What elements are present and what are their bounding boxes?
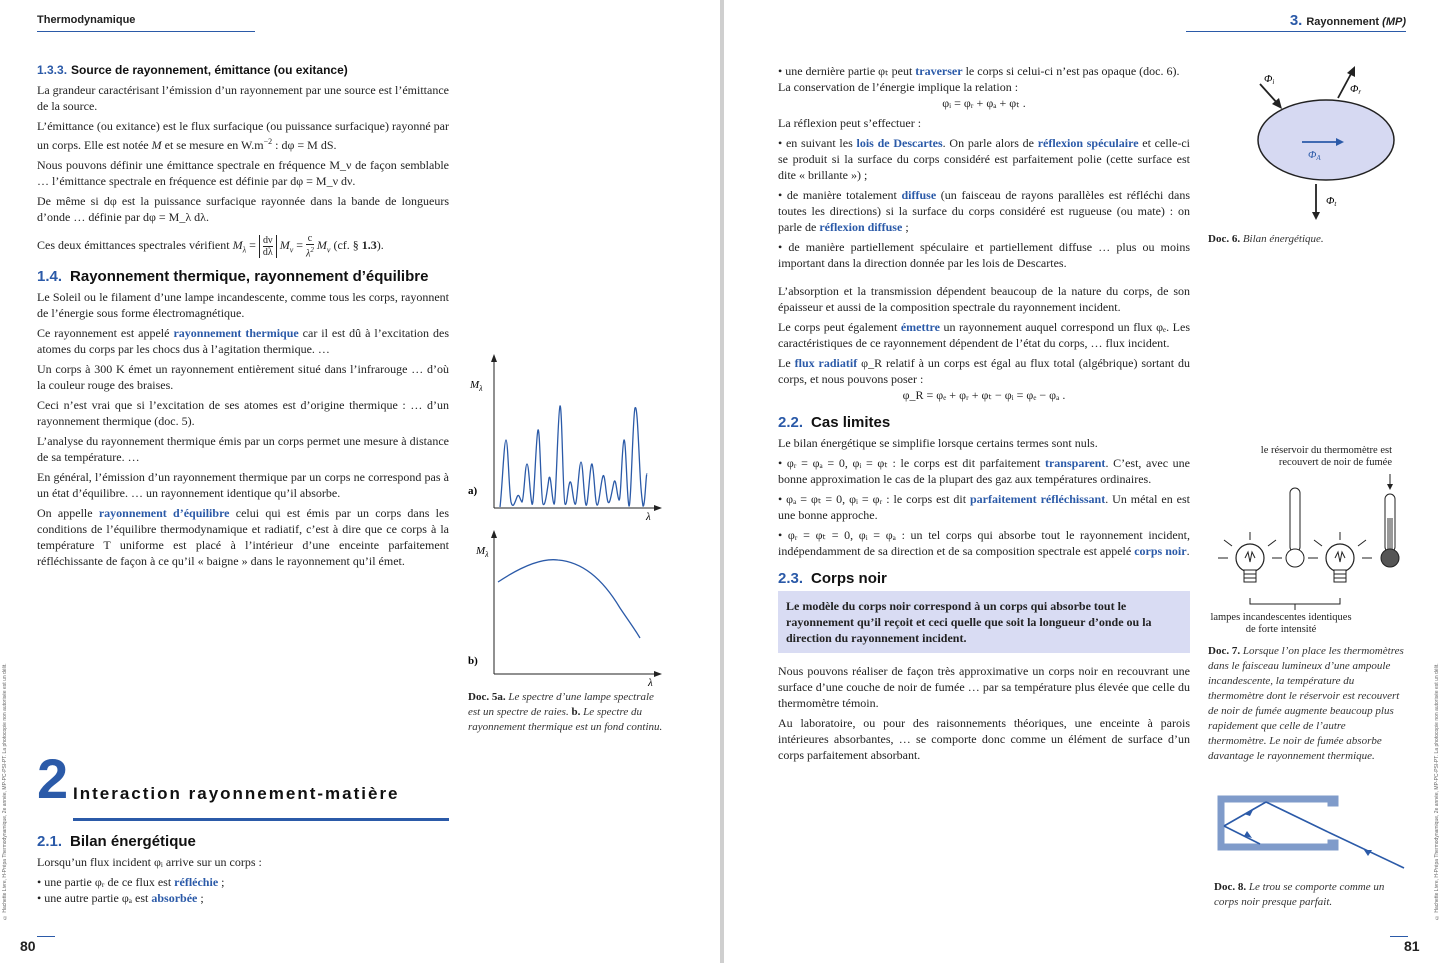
emittance-relation: Ces deux émittances spectrales vérifient $M_\lambda$ = $\frac{d\nu}{d\lambda}$ $M_\nu$ = $\frac{c}{\lambda^2}$ $M_\nu$ (cf. § 1.3). <box>37 233 384 260</box>
paragraph: Au laboratoire, ou pour des raisonnements théoriques, une enceinte à parois intérieures absorbantes, … se comporte donc comme un élément de surface d’un corps parfaitement absorbant. <box>778 716 1190 762</box>
paragraph: De même si dφ est la puissance surfacique rayonnée dans la bande de longueurs d’onde … définie par dφ = M_λ dλ. <box>37 194 449 224</box>
paragraph: Lorsqu’un flux incident φᵢ arrive sur un corps : <box>37 855 262 869</box>
copyright-notice: © Hachette Livre, H-Prépa Thermodynamique, 2e année, MP-PC-PSI-PT. La photocopie non autorisée est un délit. <box>1434 663 1440 920</box>
doc5a-line-spectrum <box>468 354 662 523</box>
chapter-number: 2 <box>37 747 69 810</box>
doc5b-y-label: $M_\lambda$ <box>476 545 489 559</box>
left-page <box>0 0 720 963</box>
case-reflecting: • φₐ = φₜ = 0, φᵢ = φᵣ : le corps est dit parfaitement réfléchissant. Un métal en est une bonne approche. <box>778 492 1190 522</box>
paragraph: La conservation de l’énergie implique la relation : <box>778 80 1019 94</box>
doc7-bottom-label: lampes incandescentes identiques de forte intensité <box>1210 612 1352 635</box>
section-1-4-heading: 1.4. Rayonnement thermique, rayonnement d’équilibre <box>37 268 429 286</box>
doc5a-y-label: $M_\lambda$ <box>470 379 483 393</box>
doc5a-x-label: λ <box>646 511 651 523</box>
doc8-cavity-figure <box>1214 792 1410 872</box>
reflected-flux-arrow <box>1338 66 1361 98</box>
doc6-caption: Doc. 6. Bilan énergétique. <box>1208 233 1324 245</box>
page-number-rule <box>37 936 55 937</box>
section-2-2-heading: 2.2. Cas limites <box>778 414 891 431</box>
radiative-flux-equation: φ_R = φₑ + φᵣ + φₜ − φᵢ = φₑ − φₐ . <box>902 388 1066 402</box>
bullet-transmitted: • une dernière partie φₜ peut traverser le corps si celui-ci n’est pas opaque (doc. 6). <box>778 64 1180 78</box>
left-lamp <box>1218 532 1282 582</box>
doc5b-continuous-spectrum <box>468 530 662 689</box>
page-number: 81 <box>1404 938 1420 954</box>
paragraph: On appelle rayonnement d’équilibre celui qui est émis par un corps dans les conditions de l’équilibre thermodynamique et radiatif, c’est à dire que ce corps à la température T uniforme est placé à l’intérieur d’une enceinte parfaitement réfléchissante de façon à ce qu’il « baigne » dans le rayonnement qu’il émet. <box>37 506 450 569</box>
copyright-notice: © Hachette Livre, H-Prépa Thermodynamique, 2e année, MP-PC-PSI-PT. La photocopie non autorisée est un délit. <box>2 663 8 920</box>
left-text-column <box>37 62 449 573</box>
section-2-1 <box>37 834 449 906</box>
running-head-rule <box>37 31 255 32</box>
right-lamp <box>1308 532 1372 582</box>
section-2-3-heading: 2.3. Corps noir <box>778 570 887 587</box>
blackened-thermometer <box>1381 494 1399 567</box>
case-black-body: • φᵣ = φₜ = 0, φᵢ = φₐ : un tel corps qui absorbe tout le rayonnement incident, indépendamment de sa direction et de sa composition spectrale est appelé corps noir. <box>778 528 1190 558</box>
running-head-rule <box>1186 31 1406 32</box>
paragraph: Nous pouvons réaliser de façon très approximative un corps noir en recouvrant une surface d’une couche de noir de fumée … par sa température plus élevée que celle du thermomètre témoin. <box>778 664 1190 710</box>
svg-text:Φt: Φt <box>1326 195 1337 208</box>
section-2-1-heading: 2.1. Bilan énergétique <box>37 833 196 850</box>
paragraph: La grandeur caractérisant l’émission d’un rayonnement par une source est l’émittance de la source. <box>37 83 449 113</box>
paragraph: L’absorption et la transmission dépendent beaucoup de la nature du corps, de son épaisseur et aussi de la composition spectrale du rayonnement incident. <box>778 284 1190 314</box>
energy-conservation-equation: φᵢ = φᵣ + φₐ + φₜ . <box>942 96 1026 110</box>
paragraph: L’émittance (ou exitance) est le flux surfacique (ou puissance surfacique) rayonné par un corps. Elle est notée M et se mesure en $W.m^{-2}$ : dφ = M dS. <box>37 119 449 152</box>
bullet-mixed: • de manière partiellement spéculaire et partiellement diffuse … plus ou moins important dans la direction donnée par les lois de Descartes. <box>778 240 1190 270</box>
paragraph: La réflexion peut s’effectuer : <box>778 116 922 130</box>
bullet-absorbed: • une autre partie φₐ est absorbée ; <box>37 891 204 905</box>
section-1-3-3-heading: 1.3.3. Source de rayonnement, émittance (ou exitance) <box>37 63 348 77</box>
doc6-energy-balance-figure <box>1244 62 1414 227</box>
doc7-caption: Doc. 7. Lorsque l’on place les thermomètres dans le faisceau lumineux d’une ampoule incandescente, la température du thermomètre dont le réservoir est recouvert de noir de fumée augmente beaucoup plus rapidement que celle de l’autre thermomètre. Le noir de fumée absorbe davantage le rayonnement thermique. <box>1208 645 1404 762</box>
doc5-spectra-figure <box>462 352 670 692</box>
svg-text:ΦA: ΦA <box>1308 149 1321 162</box>
bullet-reflected: • une partie φᵣ de ce flux est réfléchie ; <box>37 875 225 889</box>
right-page <box>724 0 1448 963</box>
paragraph: Un corps à 300 K émet un rayonnement entièrement situé dans l’infrarouge … d’où la couleur rouge des braises. <box>37 362 449 393</box>
clear-thermometer <box>1286 488 1304 567</box>
chapter-rule <box>73 818 449 821</box>
incident-flux-arrow <box>1260 73 1282 109</box>
running-head: Thermodynamique <box>37 14 136 26</box>
paragraph: Le bilan énergétique se simplifie lorsque certains termes sont nuls. <box>778 436 1098 450</box>
paragraph: Ce rayonnement est appelé rayonnement thermique car il est dû à l’excitation des atomes du corps par les chocs dus à l’agitation thermique. … <box>37 326 449 357</box>
chapter-heading <box>37 748 449 822</box>
page-number: 80 <box>20 938 36 954</box>
paragraph: Le flux radiatif φ_R relatif à un corps est égal au flux total (algébrique) sortant du corps, et nous pouvons poser : <box>778 356 1190 386</box>
paragraph: Nous pouvons définir une émittance spectrale en fréquence M_ν de façon semblable … l’émittance spectrale en fréquence est définie par dφ = M_ν dν. <box>37 158 449 188</box>
paragraph: Le Soleil ou le filament d’une lampe incandescente, comme tous les corps, rayonnent de l’énergie sous forme électromagnétique. <box>37 290 449 321</box>
right-text-column <box>778 63 1190 767</box>
paragraph: Ceci n’est vrai que si l’excitation de ses atomes est d’origine thermique : … d’un rayonnement thermique (doc. 5). <box>37 398 449 429</box>
doc5b-curve <box>498 560 640 638</box>
doc5-caption: Doc. 5a. Le spectre d’une lampe spectrale est un spectre de raies. b. Le spectre du rayonnement thermique est un fond continu. <box>468 691 663 733</box>
case-transparent: • φᵣ = φₐ = 0, φᵢ = φₜ : le corps est dit parfaitement transparent. C’est, avec une bonne approximation le cas de la plupart des gaz aux températures ordinaires. <box>778 456 1190 486</box>
svg-text:Φi: Φi <box>1264 73 1275 86</box>
bullet-specular: • en suivant les lois de Descartes. On parle alors de réflexion spéculaire et celle-ci se produit si la surface du corps considéré est parfaitement polie (cette surface est dite « brillante ») ; <box>778 136 1190 182</box>
doc5a-curve <box>500 406 647 507</box>
page-number-rule <box>1390 936 1408 937</box>
black-body-definition-box: Le modèle du corps noir correspond à un corps qui absorbe tout le rayonnement qu’il reçoit et ceci quelle que soit la longueur d’onde ou la direction du rayonnement incident. <box>778 591 1190 653</box>
doc7-top-label: le réservoir du thermomètre est recouvert de noir de fumée <box>1260 445 1392 468</box>
transmitted-flux-arrow <box>1312 184 1337 220</box>
doc8-caption: Doc. 8. Le trou se comporte comme un corps noir presque parfait. <box>1214 881 1385 908</box>
paragraph: L’analyse du rayonnement thermique émis par un corps permet une mesure à distance de sa température. … <box>37 434 449 465</box>
paragraph: En général, l’émission d’un rayonnement thermique par un corps ne correspond pas à un état d’équilibre. … un rayonnement identique qu’il absorbe. <box>37 470 449 501</box>
doc5b-label: b) <box>468 655 478 667</box>
svg-text:Φr: Φr <box>1350 83 1362 96</box>
doc7-thermometer-figure <box>1210 470 1410 610</box>
body-ellipse <box>1258 100 1394 180</box>
running-head: 3. Rayonnement (MP) <box>1289 12 1406 29</box>
paragraph: Le corps peut également émettre un rayonnement auquel correspond un flux φₑ. Les caractéristiques de ce rayonnement dépendent de l’état du corps, … flux incident. <box>778 320 1190 350</box>
chapter-title: Interaction rayonnement-matière <box>73 784 400 803</box>
doc5a-label: a) <box>468 485 478 497</box>
bullet-diffuse: • de manière totalement diffuse (un faisceau de rayons parallèles est réfléchi dans toutes les directions) si la surface du corps considéré est rugueuse (ou mate) : on parle de réflexion diffuse ; <box>778 188 1190 234</box>
doc5b-x-label: λ <box>648 677 653 689</box>
